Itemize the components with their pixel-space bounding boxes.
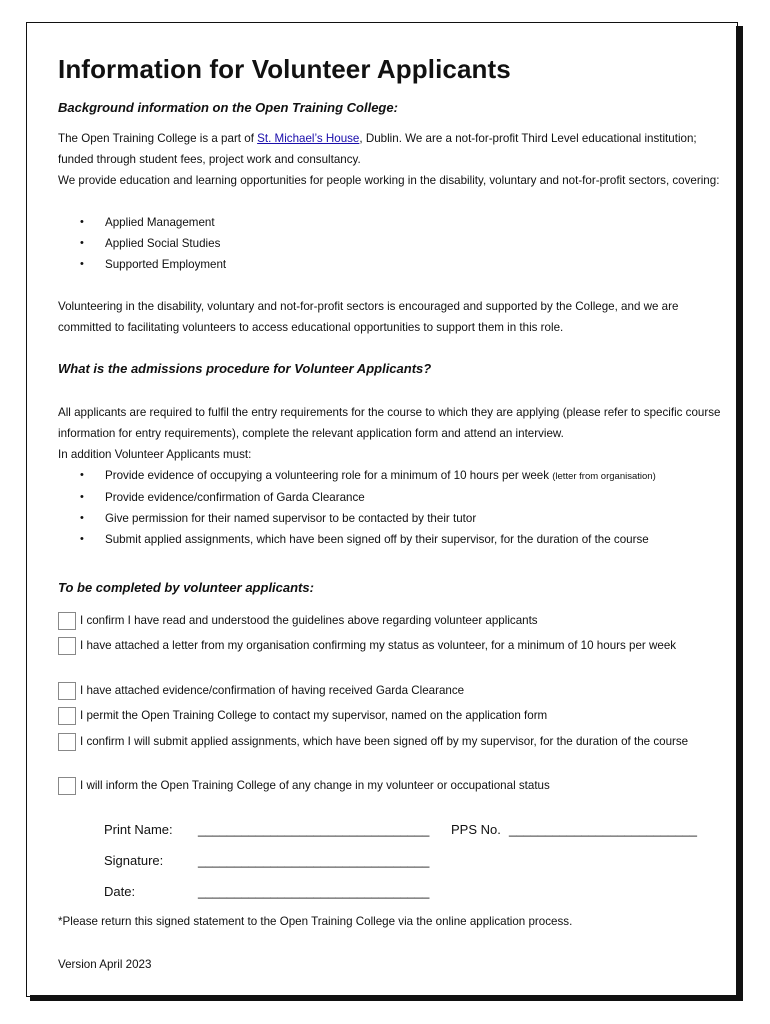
date-field[interactable]: ________________________________ xyxy=(198,884,430,899)
paragraph-text: The Open Training College is a part of xyxy=(58,132,258,145)
confirm-row-read-guidelines xyxy=(58,610,723,632)
checkbox-label: I have attached evidence/confirmation of having received Garda Clearance xyxy=(80,684,465,697)
list-item: • Applied Social Studies xyxy=(80,233,226,254)
list-item: • Give permission for their named supervisor to be contacted by their tutor xyxy=(80,508,656,529)
paragraph-text: , Dublin. We are a not-for-profit Third Level educational institution; funded through student fees, project work and consultancy. xyxy=(58,132,697,166)
checkbox-label: I will inform the Open Training College of any change in my volunteer or occupational status xyxy=(80,779,550,792)
list-item: • Provide evidence/confirmation of Garda Clearance xyxy=(80,487,656,508)
date-label: Date: xyxy=(104,884,136,899)
signature-field[interactable]: ________________________________ xyxy=(198,853,430,868)
checkbox-label: I permit the Open Training College to contact my supervisor, named on the application form xyxy=(80,709,548,722)
confirm-row-supervisor xyxy=(58,705,723,727)
confirm-row-assignments xyxy=(58,731,723,753)
checkbox-label: I have attached a letter from my organisation confirming my status as volunteer, for a minimum of 10 hours per week xyxy=(80,639,677,652)
page-title: Information for Volunteer Applicants xyxy=(58,54,511,84)
checkbox-garda-clearance[interactable] xyxy=(58,682,76,700)
bullet-icon: • xyxy=(80,512,84,524)
course-list xyxy=(80,212,226,275)
list-item: • Applied Management xyxy=(80,212,226,233)
checkbox-read-guidelines[interactable] xyxy=(58,612,76,630)
print-name-field[interactable]: ________________________________ xyxy=(198,822,430,837)
pps-number-field[interactable]: __________________________ xyxy=(509,822,697,837)
list-item: • Supported Employment xyxy=(80,254,226,275)
bullet-icon: • xyxy=(80,237,84,249)
checkbox-contact-supervisor[interactable] xyxy=(58,707,76,725)
bullet-icon: • xyxy=(80,216,84,228)
return-note: *Please return this signed statement to the Open Training College via the online application process. xyxy=(58,915,573,928)
st-michaels-house-link[interactable]: St. Michael’s House xyxy=(257,132,360,145)
background-paragraph-1 xyxy=(58,128,723,170)
section-heading-admissions: What is the admissions procedure for Volunteer Applicants? xyxy=(58,361,432,376)
print-name-label: Print Name: xyxy=(104,822,173,837)
signature-label: Signature: xyxy=(104,853,164,868)
checkbox-inform-change[interactable] xyxy=(58,777,76,795)
frame-shadow-bottom xyxy=(30,995,743,1001)
bullet-icon: • xyxy=(80,533,84,545)
section-heading-background: Background information on the Open Training College: xyxy=(58,100,398,115)
admissions-paragraph-1: All applicants are required to fulfil the entry requirements for the course to which they are applying (please refer to specific course information for entry requirements), complete the relevant application form and attend an interview. xyxy=(58,406,721,440)
background-paragraph-2: We provide education and learning opportunities for people working in the disability, voluntary and not-for-profit sectors, covering: xyxy=(58,174,720,187)
confirm-row-garda xyxy=(58,680,723,702)
checkbox-letter-attached[interactable] xyxy=(58,637,76,655)
admissions-paragraph-2: In addition Volunteer Applicants must: xyxy=(58,448,252,461)
checkbox-label: I confirm I will submit applied assignments, which have been signed off by my supervisor, for the duration of the course xyxy=(80,735,689,748)
confirm-row-letter xyxy=(58,635,723,657)
pps-label: PPS No. xyxy=(451,822,501,837)
background-paragraph-3: Volunteering in the disability, voluntary and not-for-profit sectors is encouraged and supported by the College, and we are committed to facilitating volunteers to access educational opportunities to support them in this role. xyxy=(58,300,679,334)
version-label: Version April 2023 xyxy=(58,958,152,971)
checkbox-submit-assignments[interactable] xyxy=(58,733,76,751)
list-item: • Provide evidence of occupying a volunteering role for a minimum of 10 hours per week (letter from organisation) xyxy=(80,465,656,487)
bullet-icon: • xyxy=(80,258,84,270)
frame-shadow-right xyxy=(736,26,743,999)
list-item: • Submit applied assignments, which have been signed off by their supervisor, for the duration of the course xyxy=(80,529,656,550)
section-heading-volunteer: To be completed by volunteer applicants: xyxy=(58,580,314,595)
requirements-list xyxy=(80,465,656,550)
bullet-icon: • xyxy=(80,469,84,481)
confirm-row-inform-change xyxy=(58,775,723,797)
bullet-icon: • xyxy=(80,491,84,503)
checkbox-label: I confirm I have read and understood the guidelines above regarding volunteer applicants xyxy=(80,614,538,627)
